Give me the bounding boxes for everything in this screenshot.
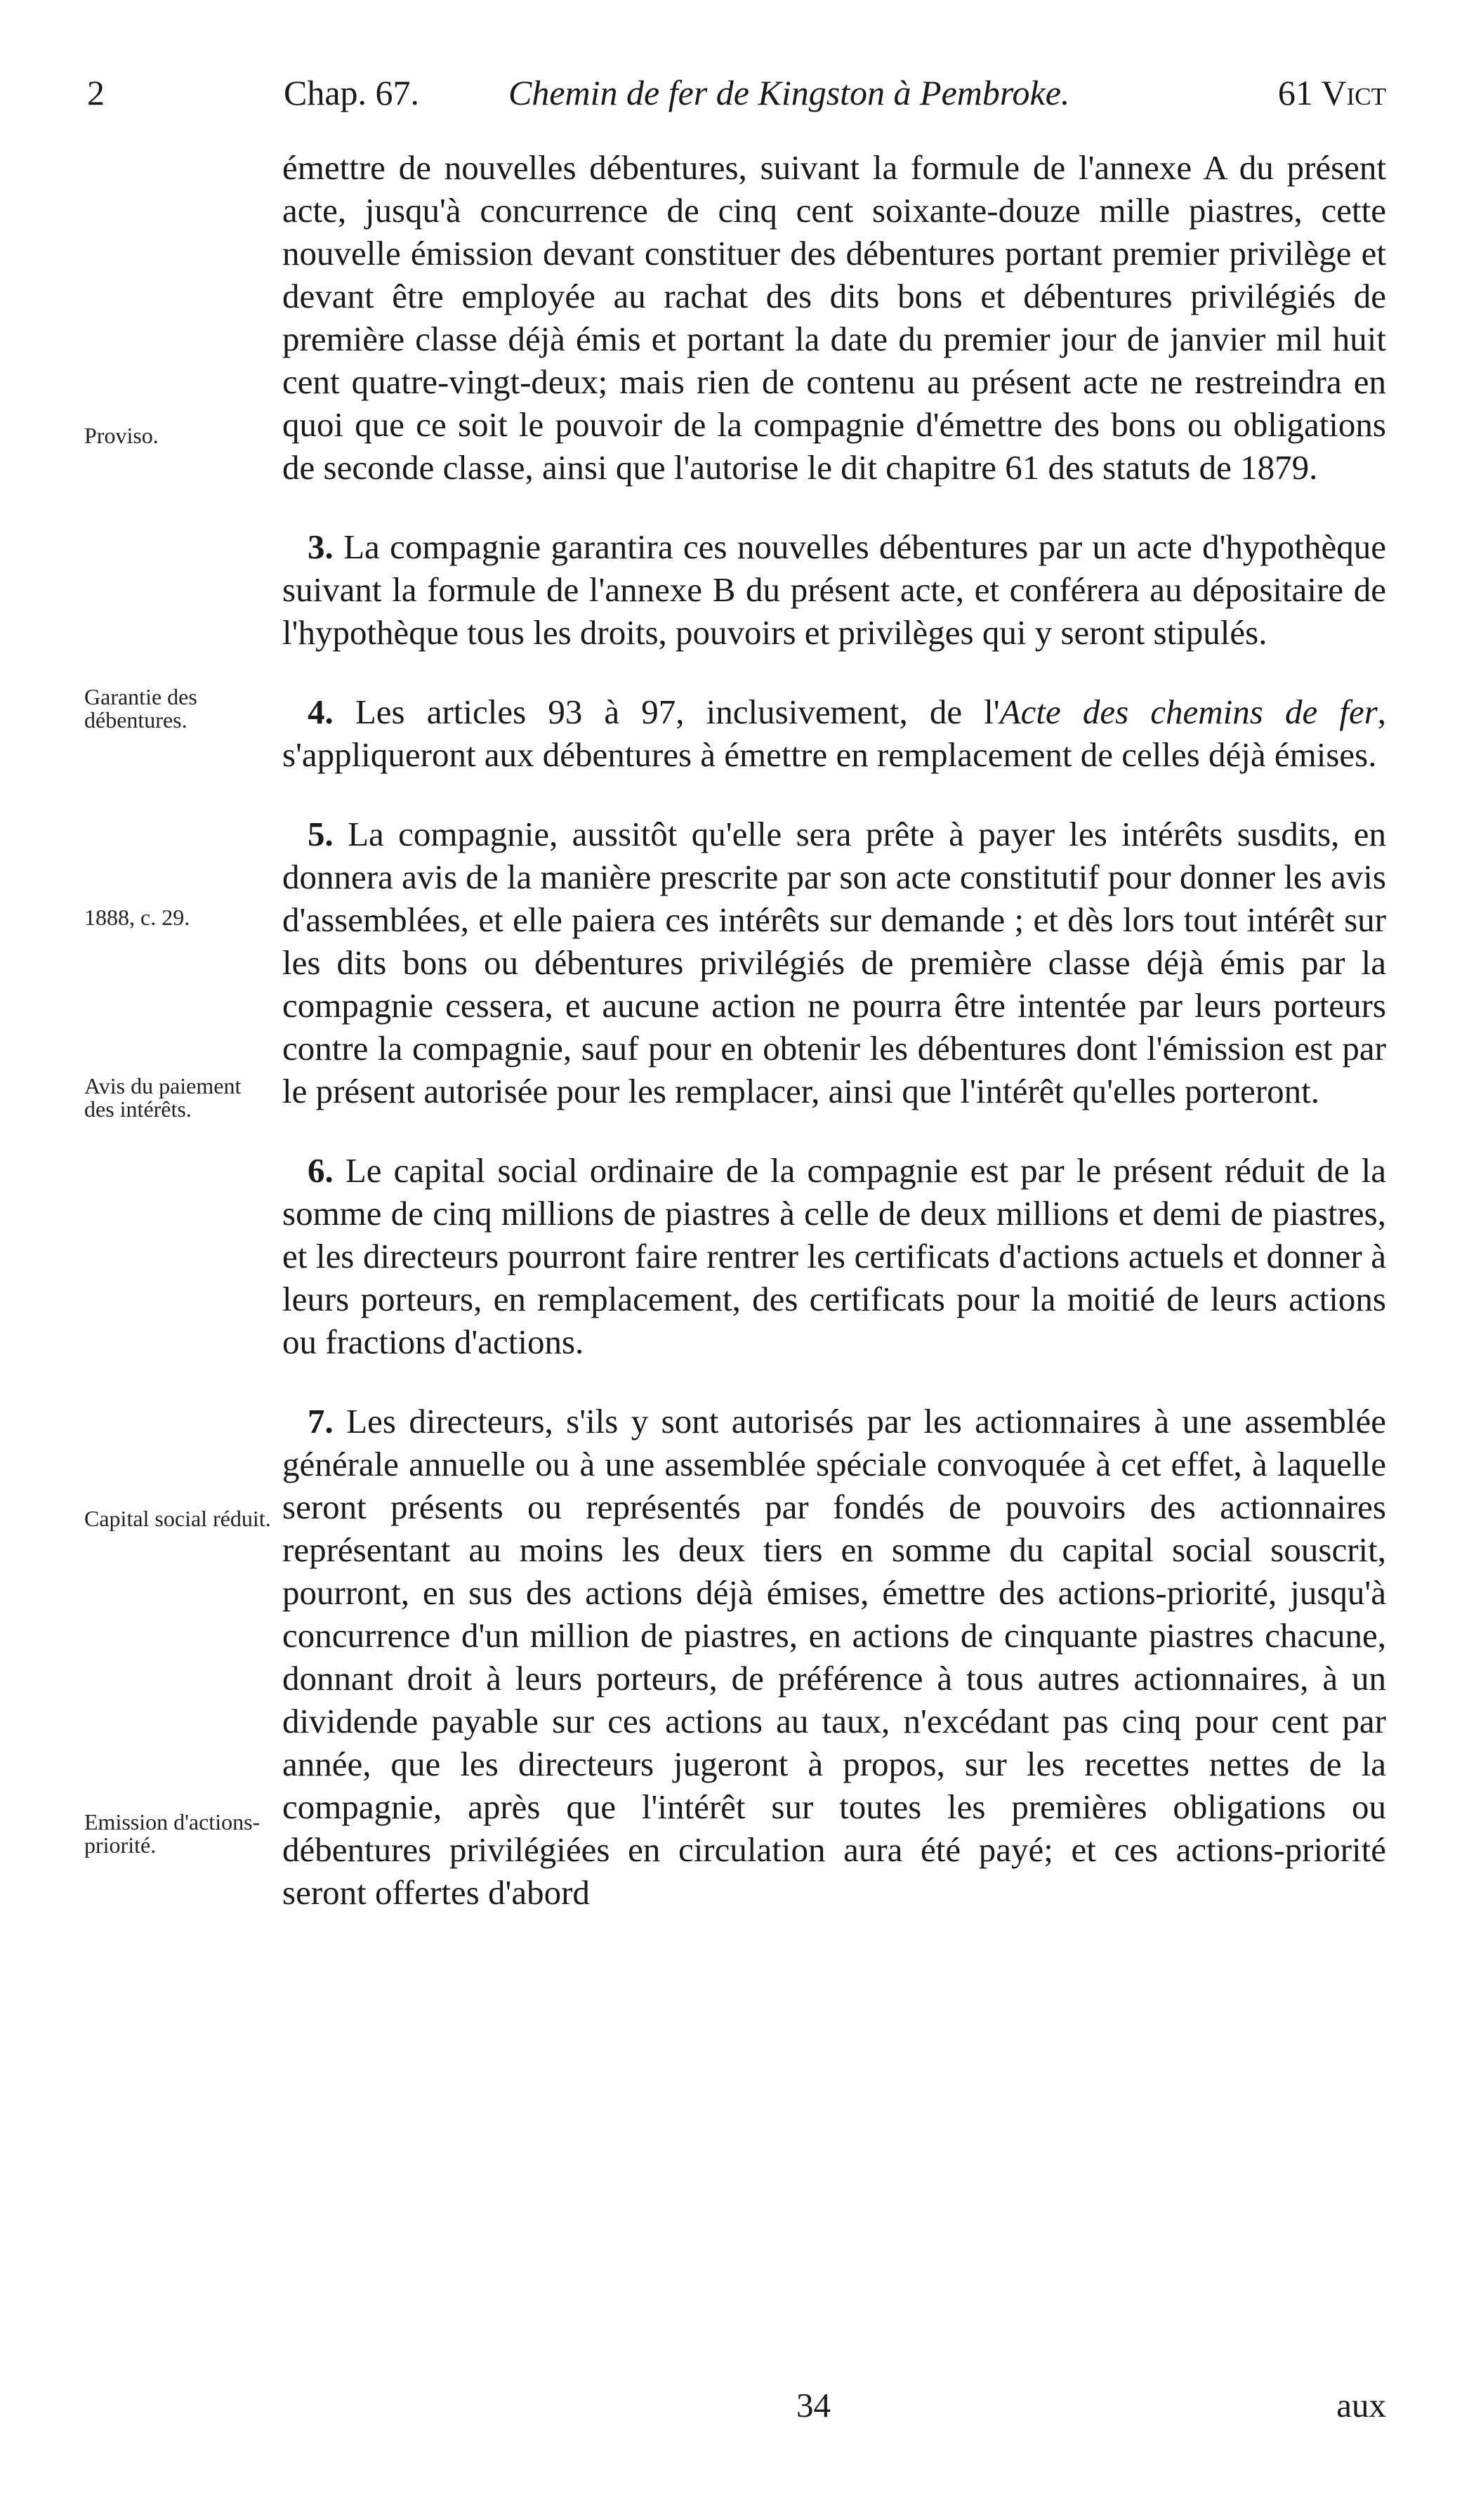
- section-text: Les articles 93 à 97, inclusivement, de l': [355, 693, 1000, 731]
- margin-note-avis: Avis du paiement des intérêts.: [84, 1073, 242, 1122]
- signature-mark: 34: [796, 2386, 831, 2424]
- section-number: 5.: [308, 815, 334, 853]
- section-3: [282, 525, 1386, 654]
- paragraph-continuation: émettre de nouvelles débentures, suivant la formule de l'annexe A du présent acte, jusqu'à concurrence de cinq cent soixante-douze mille piastres, cette nouvelle émission devant constituer des débentures portant premier privilège et devant être employée au rachat des dits bons et débentures privilégiés de première classe déjà émis et portant la date du premier jour de janvier mil huit cent quatre-vingt-deux; mais rien de contenu au présent acte ne restreindra en quoi que ce soit le pouvoir de la compagnie d'émettre des bons ou obligations de seconde classe, ainsi que l'autorise le dit chapitre 61 des statuts de 1879.: [282, 148, 1386, 487]
- margin-note-capital: Capital social réduit.: [84, 1506, 271, 1531]
- section-5: [282, 813, 1386, 1113]
- section-text: Les directeurs, s'ils y sont autorisés par les actionnaires à une assemblée générale annuelle ou à une assemblée spéciale convoquée à cet effet, à laquelle seront présents ou représentés par fondés de pouvoirs des actionnaires représentant au moins les deux tiers en somme du capital social souscrit, pourront, en sus des actions déjà émises, émettre des actions-priorité, jusqu'à concurrence d'un million de piastres, en actions de cinquante piastres chacune, donnant droit à leurs porteurs, de préférence à tous autres actionnaires, à un dividende payable sur ces actions au taux, n'excédant pas cinq pour cent par année, que les directeurs jugeront à propos, sur les recettes nettes de la compagnie, après que l'intérêt sur toutes les premières obligations ou débentures privilégiées en circulation aura été payé; et ces actions-priorité seront offertes d'abord: [282, 1402, 1387, 1912]
- section-number: 4.: [308, 693, 334, 731]
- section-text: La compagnie garantira ces nouvelles débentures par un acte d'hypothèque suivant la formule de l'annexe B du présent acte, et conférera au dépositaire de l'hypothèque tous les droits, pouvoirs et privilèges qui y seront stipulés.: [282, 527, 1387, 652]
- section-7: [282, 1400, 1386, 1914]
- section-number: 7.: [308, 1402, 334, 1441]
- catchword: aux: [1336, 2386, 1386, 2424]
- section-number: 3.: [308, 527, 334, 566]
- margin-note-proviso: Proviso.: [84, 423, 159, 448]
- section-text: La compagnie, aussitôt qu'elle sera prête à payer les intérêts susdits, en donnera avis de la manière prescrite par son acte constitutif pour donner les avis d'assemblées, et elle paiera ces intérêts sur demande ; et dès lors tout intérêt sur les dits bons ou débentures privilégiés de première classe déjà émis par la compagnie cessera, et aucune action ne pourra être intentée par leurs porteurs contre la compagnie, sauf pour en obtenir les débentures dont l'émission est par le présent autorisée pour les remplacer, ainsi que l'intérêt qu'elles porteront.: [282, 815, 1386, 1110]
- margin-note-garantie: Garantie des débentures.: [84, 684, 197, 733]
- section-6: [282, 1149, 1386, 1363]
- section-text: , s'appliqueront aux débentures à émettre en remplacement de celles déjà émises.: [282, 693, 1387, 774]
- running-header: [87, 65, 1386, 121]
- page-number: 2: [87, 73, 105, 112]
- chapter-label: Chap. 67.: [284, 73, 420, 112]
- act-title: Acte des chemins de fer: [999, 693, 1378, 731]
- margin-note-emission: Emission d'actions-priorité.: [84, 1809, 261, 1858]
- section-number: 6.: [308, 1151, 334, 1190]
- section-4: [282, 690, 1386, 776]
- section-text: Le capital social ordinaire de la compagnie est par le présent réduit de la somme de cinq millions de piastres à celle de deux millions et demi de piastres, et les directeurs pourront faire rentrer les certificats d'actions actuels et donner à leurs porteurs, en remplacement, des certificats pour la moitié de leurs actions ou fractions d'actions.: [282, 1151, 1387, 1361]
- page-footer: [87, 2381, 1386, 2430]
- main-text: [282, 146, 1386, 1914]
- page-title: Chemin de fer de Kingston à Pembroke.: [508, 73, 1070, 112]
- margin-note-reference: 1888, c. 29.: [84, 905, 190, 930]
- regnal-year: 61 Vict: [1277, 73, 1386, 112]
